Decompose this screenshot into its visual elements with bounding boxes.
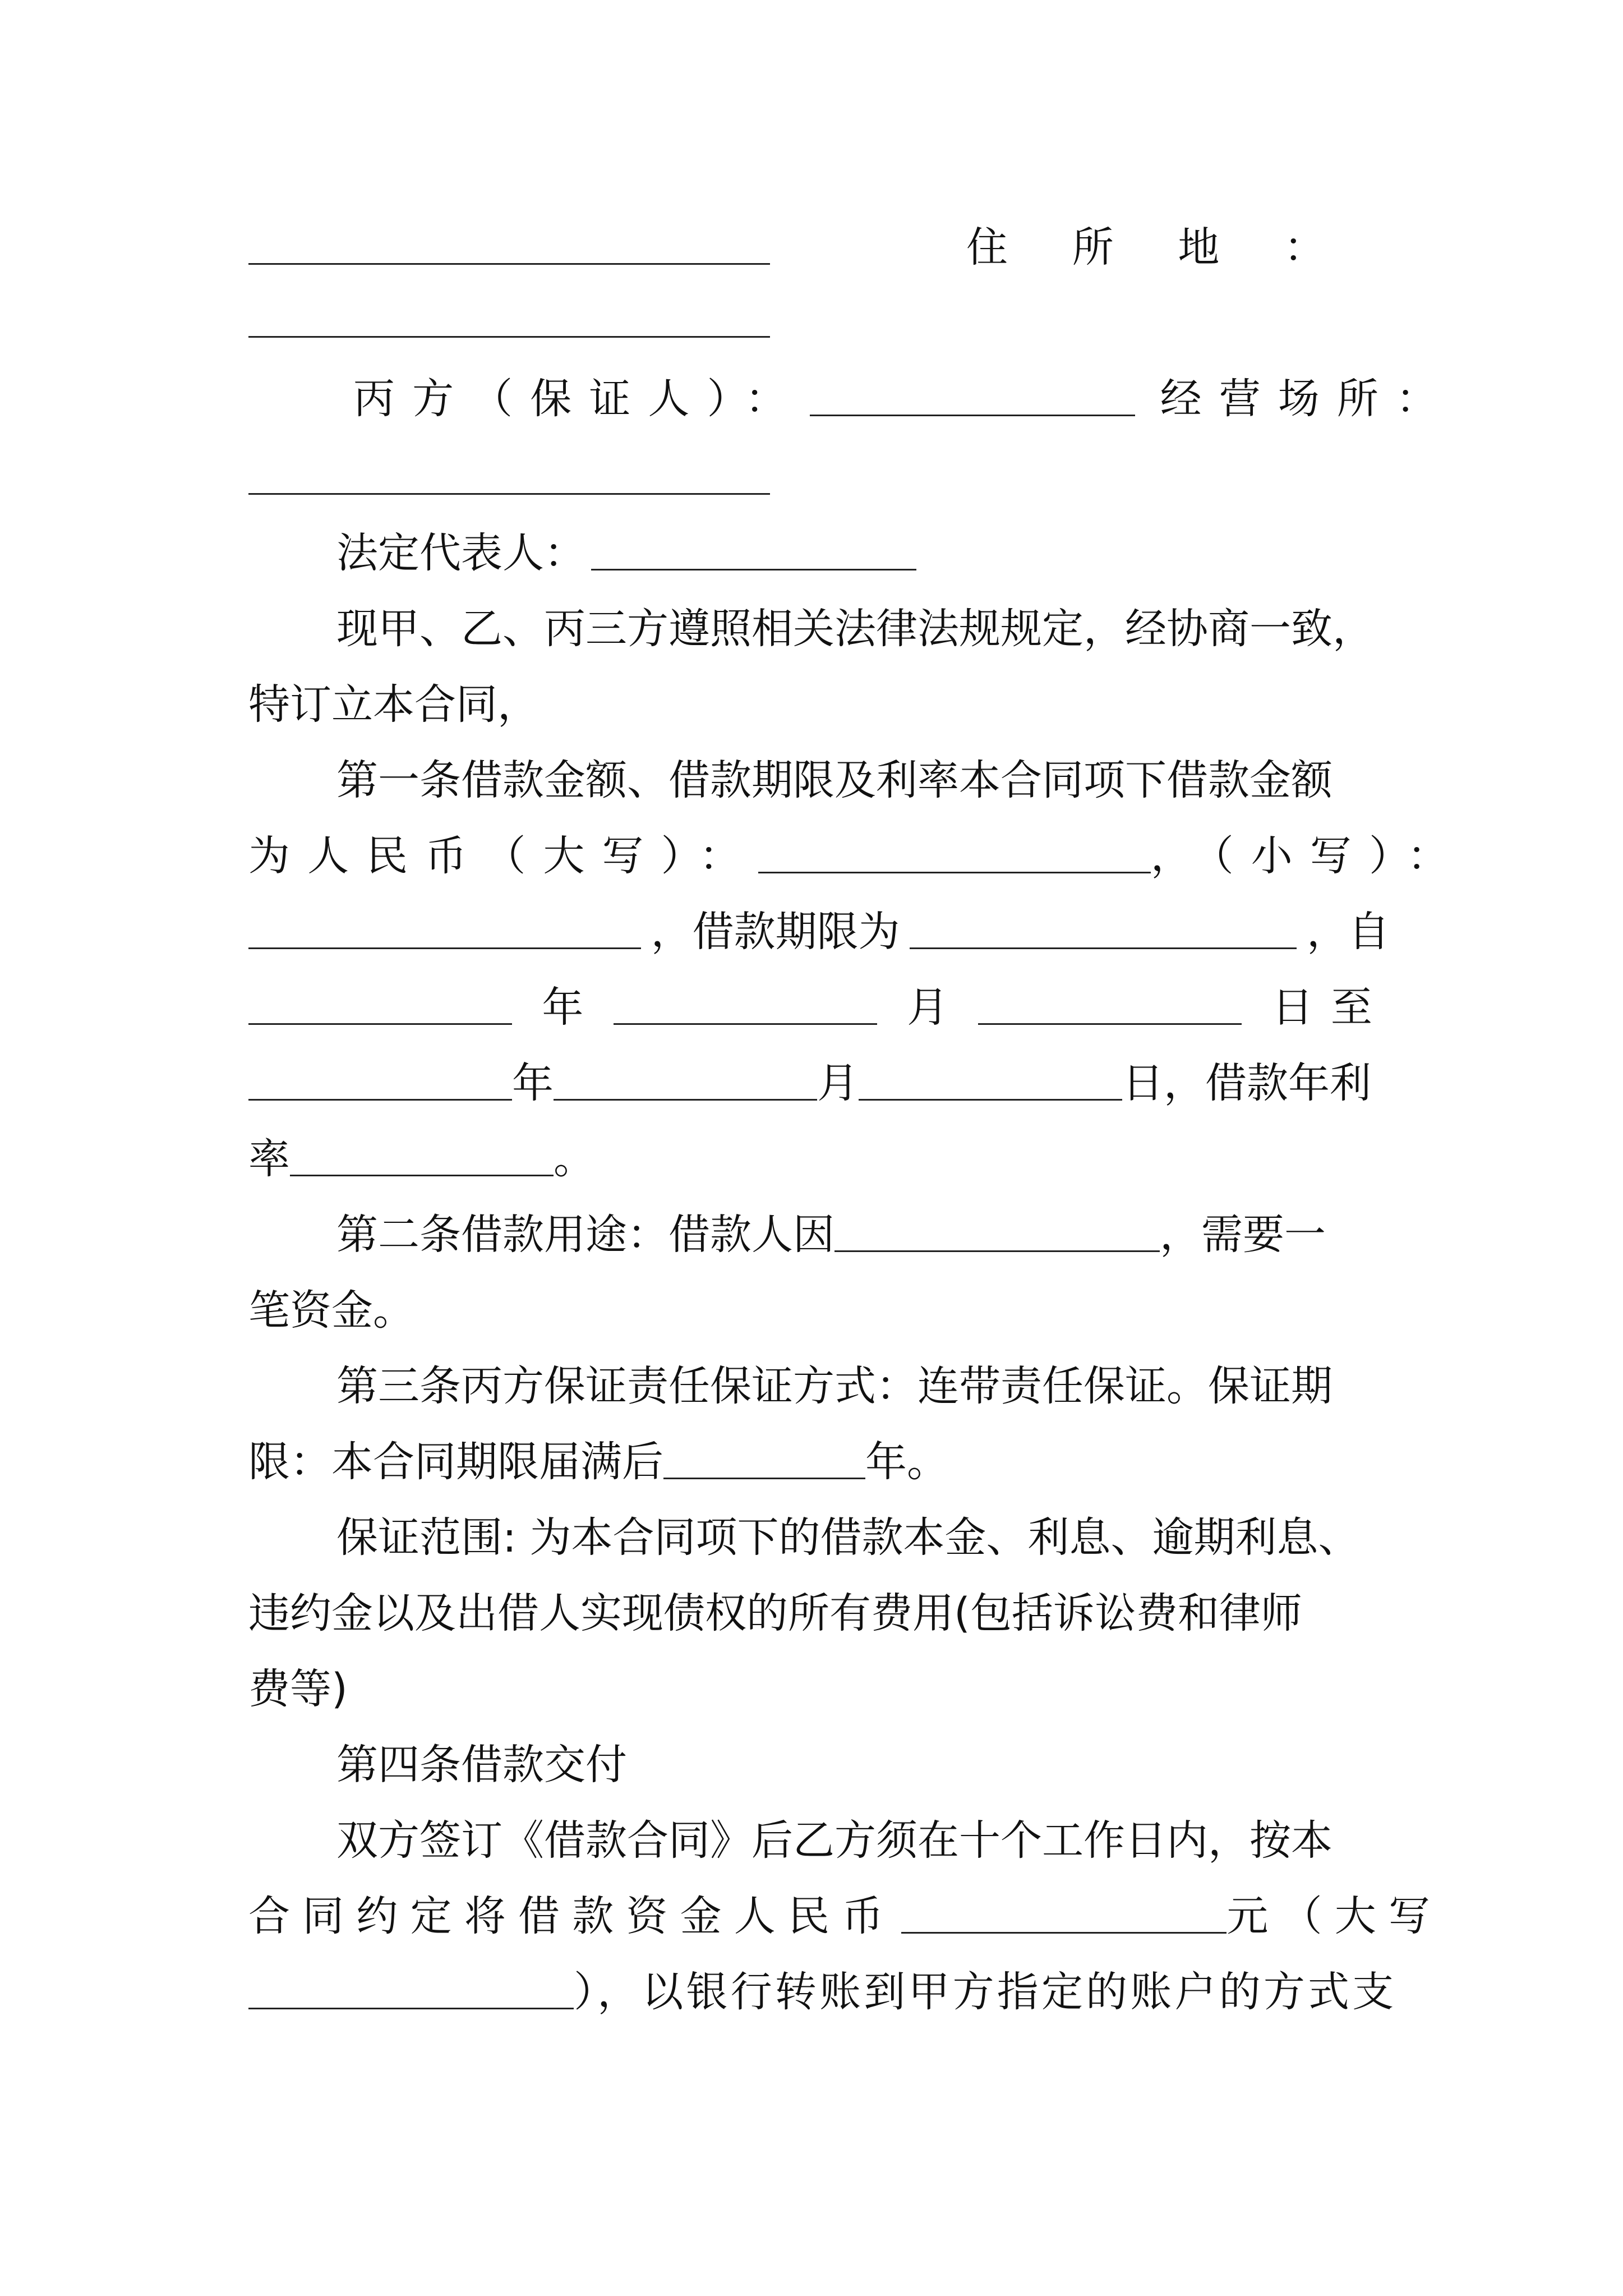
article-1-line-5: [248, 1049, 1390, 1111]
from-label: ，自: [1306, 908, 1390, 956]
paragraph-text: 限：本合同期限届满后: [248, 1438, 663, 1486]
article-4-line-3: [248, 1958, 1397, 2019]
paragraph-text: 笔资金。: [248, 1286, 414, 1335]
residence-value-line: [248, 286, 1390, 348]
article-3-line-2: [248, 1428, 1390, 1489]
paragraph-text: 第三条丙方保证责任保证方式：连带责任保证。保证期: [336, 1362, 1332, 1410]
scope-line-2: [248, 1579, 1390, 1641]
blank-line: [248, 1968, 574, 2009]
blank-line: [758, 832, 1151, 873]
intro-line-2: [248, 670, 1390, 732]
guarantor-line: [353, 365, 1455, 426]
article-1-line-1: [336, 746, 1390, 808]
article-4-title: [336, 1731, 1390, 1792]
blank-line: [248, 297, 770, 338]
paragraph-text: 现甲、乙、丙三方遵照相关法律法规规定，经协商一致，: [336, 605, 1374, 653]
blank-line: [901, 1893, 1227, 1934]
scope-line-1: [336, 1503, 1390, 1565]
rate-label: 率: [248, 1135, 290, 1183]
paragraph-text: 合同约定将借款资金人民币: [248, 1892, 896, 1940]
blank-line: [663, 1438, 865, 1479]
scope-line-3: [248, 1655, 1390, 1717]
article-1-line-3: [248, 898, 1390, 959]
blank-line: [810, 375, 1135, 416]
blank-line: [248, 224, 770, 265]
blank-line: [554, 1060, 817, 1101]
month-label: 月: [907, 983, 949, 1032]
paragraph-text: 双方签订《借款合同》后乙方须在十个工作日内，按本: [336, 1816, 1332, 1865]
article-1-line-6: [248, 1125, 1390, 1186]
section-heading: 第四条借款交付: [336, 1741, 627, 1789]
blank-line: [248, 908, 641, 949]
article-2-line-2: [248, 1276, 1390, 1338]
paragraph-text: 违约金以及出借人实现债权的所有费用(包括诉讼费和律师: [248, 1589, 1302, 1637]
article-1-line-4: [248, 973, 1390, 1035]
paragraph-text: 保证范围: 为本合同项下的借款本金、利息、逾期利息、: [336, 1513, 1360, 1562]
article-4-line-1: [336, 1806, 1390, 1868]
residence-label: 住所地：: [966, 223, 1390, 272]
blank-line: [248, 454, 770, 495]
blank-line: [290, 1135, 554, 1176]
guarantor-label: 丙方（保证人）：: [353, 375, 804, 423]
business-place-label: 经营场所：: [1160, 375, 1455, 423]
year-label: 年: [542, 983, 584, 1032]
day-rate-label: 日，借款年利: [1122, 1059, 1371, 1107]
blank-line: [591, 530, 916, 570]
rmb-label: 为人民币（大写）：: [248, 832, 758, 880]
paragraph-text: 第一条借款金额、借款期限及利率本合同项下借款金额: [336, 756, 1332, 804]
blank-line: [834, 1211, 1160, 1252]
blank-line: [910, 908, 1297, 949]
blank-line: [978, 984, 1242, 1025]
intro-line-1: [336, 595, 1390, 656]
comma: ，: [1150, 832, 1192, 880]
period: 。: [554, 1135, 595, 1183]
blank-line: [248, 984, 512, 1025]
paragraph-text: 费等): [248, 1665, 348, 1713]
legal-rep-label: 法定代表人：: [336, 529, 585, 577]
article-4-line-2: [248, 1882, 1443, 1944]
article-2-line-1: [336, 1200, 1390, 1262]
purpose-label: 第二条借款用途：借款人因: [336, 1211, 834, 1259]
paragraph-text: 元（大写: [1227, 1892, 1443, 1940]
article-3-line-1: [336, 1352, 1390, 1414]
day-to-label: 日至: [1271, 983, 1390, 1032]
paragraph-text: ，需要一: [1160, 1211, 1326, 1259]
residence-line: [248, 213, 1390, 275]
term-label: ，借款期限为: [651, 908, 900, 956]
blank-line: [614, 984, 877, 1025]
paragraph-text: ），以银行转账到甲方指定的账户的方式支: [574, 1968, 1397, 2016]
paragraph-text: 年。: [865, 1438, 948, 1486]
blank-line: [859, 1060, 1122, 1101]
business-place-value-line: [248, 443, 1390, 505]
blank-line: [248, 1060, 512, 1101]
legal-rep-line: [336, 519, 1390, 581]
year-label: 年: [512, 1059, 554, 1107]
article-1-line-2: [248, 822, 1467, 884]
paragraph-text: 特订立本合同，: [248, 680, 539, 729]
small-write-label: （小写）：: [1192, 832, 1467, 880]
month-label: 月: [817, 1059, 859, 1107]
